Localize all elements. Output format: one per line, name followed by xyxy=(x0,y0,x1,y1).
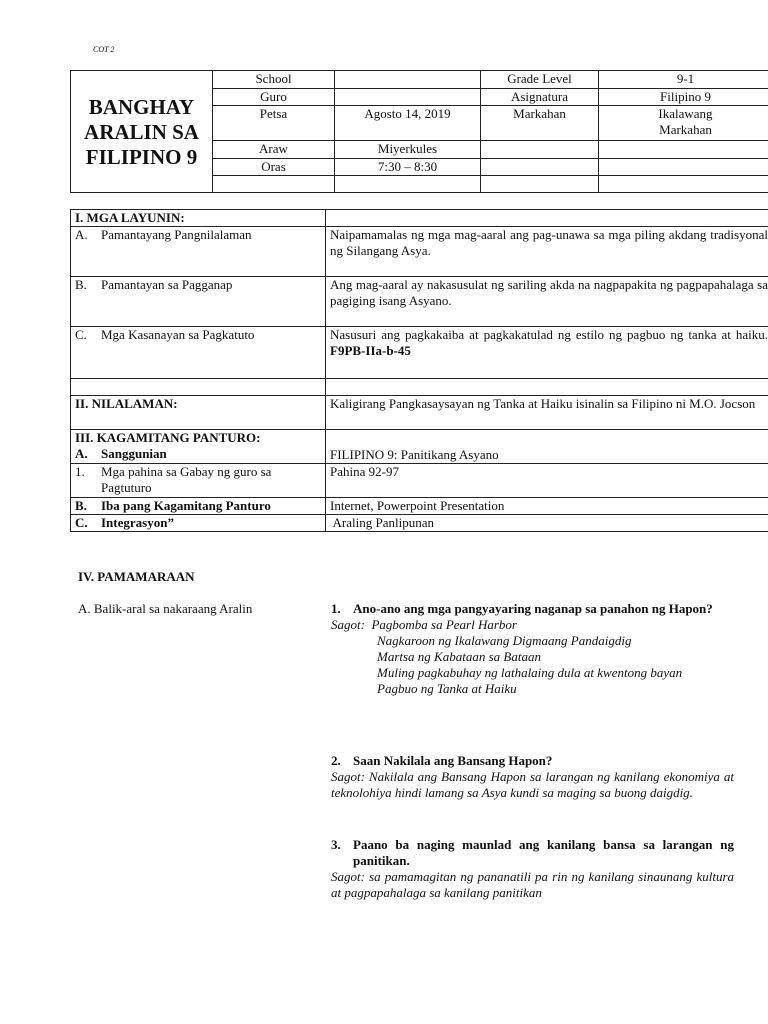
gabay-value: Pahina 92-97 xyxy=(326,464,768,498)
gabay-label: 1. Mga pahina sa Gabay ng guro sa Pagtuturo xyxy=(71,464,326,498)
markahan-label: Markahan xyxy=(481,106,599,141)
empty-cell xyxy=(481,159,599,176)
integrasyon-label: C. Integrasyon” xyxy=(71,515,326,532)
corner-label: COT 2 xyxy=(93,45,115,54)
guro-label: Guro xyxy=(213,89,335,106)
layunin-c-label: C. Mga Kasanayan sa Pagkatuto xyxy=(71,327,326,379)
empty-cell xyxy=(481,176,599,193)
lesson-plan-title: BANGHAY ARALIN SA FILIPINO 9 xyxy=(71,71,213,193)
lesson-plan-table xyxy=(70,209,768,532)
araw-value: Miyerkules xyxy=(335,141,481,159)
layunin-b-text: Ang mag-aaral ay nakasusulat ng sariling akda na nagpapakita ng pagpapahalaga sa pagiging isang Asyano. xyxy=(326,277,768,327)
empty-cell xyxy=(599,141,768,159)
layunin-a-text: Naipamamalas ng mga mag-aaral ang pag-unawa sa mga piling akdang tradisyonal ng Silangang Asya. xyxy=(326,227,768,277)
kagamitan-cell: III. KAGAMITANG PANTURO: A. Sanggunian xyxy=(71,430,326,464)
asignatura-label: Asignatura xyxy=(481,89,599,106)
kagamitan-heading: III. KAGAMITANG PANTURO: xyxy=(75,430,261,445)
empty-cell xyxy=(599,176,768,193)
layunin-a-label: A. Pamantayang Pangnilalaman xyxy=(71,227,326,277)
empty-cell xyxy=(335,176,481,193)
empty-cell xyxy=(326,210,768,227)
oras-label: Oras xyxy=(213,159,335,176)
guro-value xyxy=(335,89,481,106)
layunin-heading: I. MGA LAYUNIN: xyxy=(71,210,326,227)
araw-label: Araw xyxy=(213,141,335,159)
empty-cell xyxy=(481,141,599,159)
pamamaraan-heading: IV. PAMAMARAAN xyxy=(78,569,195,584)
question-2: 2. Saan Nakilala ang Bansang Hapon? Sagot: Nakilala ang Bansang Hapon sa larangan ng kanilang ekonomiya at teknolohiya hindi lamang sa Asya kundi sa maging sa buong daigdig. xyxy=(331,753,735,800)
iba-label: B. Iba pang Kagamitang Panturo xyxy=(71,498,326,515)
balik-aral-label: A. Balik-aral sa nakaraang Aralin xyxy=(78,601,253,616)
nilalaman-heading: II. NILALAMAN: xyxy=(71,396,326,430)
header-table xyxy=(70,70,768,193)
oras-value: 7:30 – 8:30 xyxy=(335,159,481,176)
empty-cell xyxy=(71,379,326,396)
iba-value: Internet, Powerpoint Presentation xyxy=(326,498,768,515)
grade-level-label: Grade Level xyxy=(481,71,599,89)
answer-2: Sagot: Nakilala ang Bansang Hapon sa larangan ng kanilang ekonomiya at teknolohiya hindi lamang sa Asya kundi sa maging sa buong daigdig. xyxy=(331,769,735,800)
answer-3: Sagot: sa pamamagitan ng pananatili pa rin ng kanilang sinaunang kultura at pagpapahalaga sa kanilang panitikan xyxy=(331,869,734,900)
empty-cell xyxy=(326,379,768,396)
nilalaman-text: Kaligirang Pangkasaysayan ng Tanka at Haiku isinalin sa Filipino ni M.O. Jocson xyxy=(326,396,768,430)
petsa-label: Petsa xyxy=(213,106,335,141)
empty-cell xyxy=(213,176,335,193)
school-label: School xyxy=(213,71,335,89)
empty-cell xyxy=(599,159,768,176)
markahan-value: Ikalawang Markahan xyxy=(599,106,768,141)
sanggunian-value: FILIPINO 9: Panitikang Asyano xyxy=(326,430,768,464)
answer-1: Sagot: Pagbomba sa Pearl Harbor Nagkaroon ng Ikalawang Digmaang Pandaigdig Martsa ng Kabataan sa Bataan Muling pagkabuhay ng lathalaing dula at kwentong bayan Pagbuo ng Tanka at Haiku xyxy=(331,617,683,696)
integrasyon-value: Araling Panlipunan xyxy=(326,515,768,532)
asignatura-value: Filipino 9 xyxy=(599,89,768,106)
petsa-value: Agosto 14, 2019 xyxy=(335,106,481,141)
school-value xyxy=(335,71,481,89)
question-3: 3. Paano ba naging maunlad ang kanilang bansa sa larangan ng panitikan. Sagot: sa pamamagitan ng pananatili pa rin ng kanilang sinaunang kultura at pagpapahalaga sa kanilang panitikan xyxy=(331,837,734,900)
competency-code: F9PB-IIa-b-45 xyxy=(330,343,411,358)
question-1: 1. Ano-ano ang mga pangyayaring naganap sa panahon ng Hapon? Sagot: Pagbomba sa Pearl Harbor Nagkaroon ng Ikalawang Digmaang Pandaigdig Martsa ng Kabataan sa Bataan Muling pagkabuhay ng lathalaing dula at kwentong bayan Pagbuo ng Tanka at Haiku xyxy=(331,601,734,697)
layunin-c-text: Nasusuri ang pagkakaiba at pagkakatulad ng estilo ng pagbuo ng tanka at haiku. F9PB-IIa-b-45 xyxy=(326,327,768,379)
layunin-b-label: B. Pamantayan sa Pagganap xyxy=(71,277,326,327)
grade-level-value: 9-1 xyxy=(599,71,768,89)
